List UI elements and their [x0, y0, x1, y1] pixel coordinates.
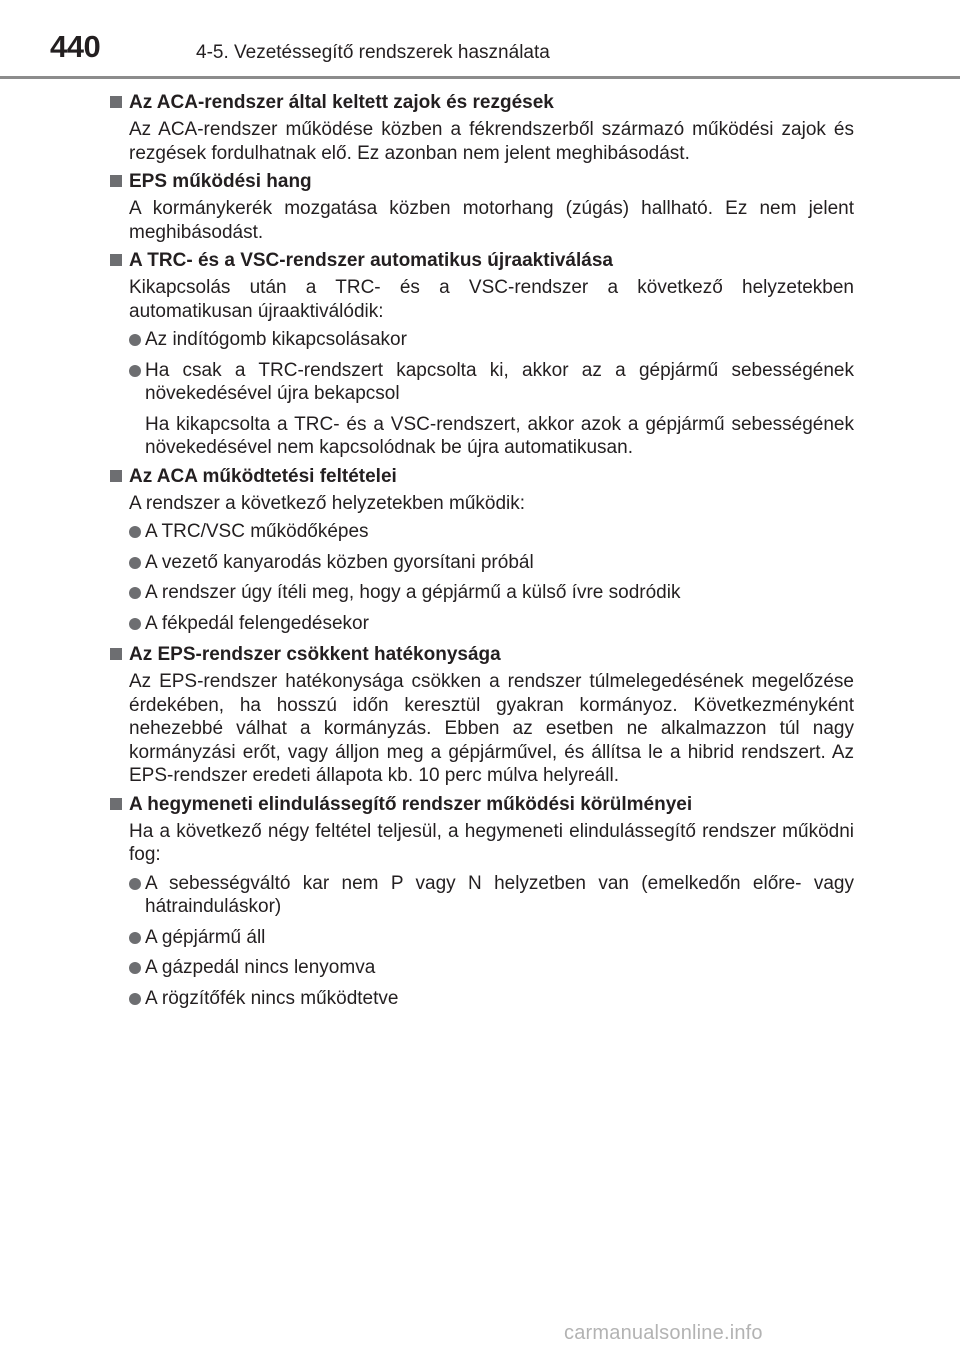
section-heading — [106, 792, 854, 817]
list-item-text: A rendszer úgy ítéli meg, hogy a gépjármű a külső ívre sodródik — [145, 582, 681, 603]
section-eps-sound — [106, 169, 854, 244]
section-heading — [106, 464, 854, 489]
circle-bullet-icon — [129, 618, 141, 630]
circle-bullet-icon — [129, 993, 141, 1005]
list-item-text: A rögzítőfék nincs működtetve — [145, 987, 399, 1009]
section-aca-conditions — [106, 464, 854, 636]
list-item-text: A sebességváltó kar nem P vagy N helyzetben van (emelkedőn előre- vagy hátrainduláskor) — [145, 872, 854, 917]
circle-bullet-icon — [129, 365, 141, 377]
chapter-title: 4-5. Vezetéssegítő rendszerek használata — [196, 42, 550, 63]
section-trc-vsc-reactivation — [106, 248, 854, 460]
section-heading-text: Az EPS-rendszer csökkent hatékonysága — [129, 644, 501, 665]
square-bullet-icon — [110, 470, 122, 482]
square-bullet-icon — [110, 254, 122, 266]
list-item-text: A gépjármű áll — [145, 926, 266, 948]
list-item — [106, 520, 854, 544]
list-item — [106, 328, 854, 352]
section-heading — [106, 248, 854, 273]
list-item — [106, 359, 854, 406]
list-item-text: A fékpedál felengedésekor — [145, 612, 369, 634]
circle-bullet-icon — [129, 962, 141, 974]
section-eps-reduced-efficiency — [106, 642, 854, 788]
list-item — [106, 612, 854, 636]
list-item-text: A gázpedál nincs lenyomva — [145, 957, 376, 978]
square-bullet-icon — [110, 96, 122, 108]
square-bullet-icon — [110, 648, 122, 660]
section-heading-text: EPS működési hang — [129, 171, 312, 192]
section-paragraph: A rendszer a következő helyzetekben működik: — [129, 492, 526, 514]
header-divider — [0, 76, 960, 79]
section-heading-text: Az ACA-rendszer által keltett zajok és rezgések — [129, 92, 554, 113]
square-bullet-icon — [110, 175, 122, 187]
circle-bullet-icon — [129, 526, 141, 538]
list-item-text: A vezető kanyarodás közben gyorsítani próbál — [145, 551, 534, 573]
list-item-text: Az indítógomb kikapcsolásakor — [145, 329, 407, 350]
list-item-text: Ha csak a TRC-rendszert kapcsolta ki, akkor az a gépjármű sebességének növekedésével újra bekapcsol — [145, 359, 854, 404]
circle-bullet-icon — [129, 878, 141, 890]
section-heading — [106, 169, 854, 194]
section-heading — [106, 90, 854, 115]
section-paragraph: A kormánykerék mozgatása közben motorhang (zúgás) hallható. Ez nem jelent meghibásodást. — [129, 198, 854, 243]
section-aca-noise — [106, 90, 854, 165]
section-heading-text: A hegymeneti elindulássegítő rendszer működési körülményei — [129, 793, 693, 815]
section-heading-text: A TRC- és a VSC-rendszer automatikus újraaktiválása — [129, 250, 613, 271]
circle-bullet-icon — [129, 932, 141, 944]
section-paragraph: Ha a következő négy feltétel teljesül, a hegymeneti elindulássegítő rendszer működni fog: — [129, 820, 854, 865]
section-paragraph: Az ACA-rendszer működése közben a fékrendszerből származó működési zajok és rezgések fordulhatnak elő. Ez azonban nem jelent meghibásodást. — [129, 119, 854, 164]
list-item — [106, 926, 854, 950]
square-bullet-icon — [110, 798, 122, 810]
page-header — [0, 0, 960, 80]
site-watermark: carmanualsonline.info — [564, 1322, 763, 1344]
section-hill-start-assist — [106, 792, 854, 1011]
section-heading — [106, 642, 854, 667]
note-paragraph: Ha kikapcsolta a TRC- és a VSC-rendszert, akkor azok a gépjármű sebességének növekedésével nem kapcsolódnak be újra automatikusan. — [145, 413, 854, 458]
section-paragraph: Az EPS-rendszer hatékonysága csökken a rendszer túlmelegedésének megelőzése érdekében, ha hosszú időn keresztül gyakran kormányoz. Következményként nehezebbé válhat a kormányzás. Ebben az esetben ne alkalmazzon túl nagy kormányzási erőt, vagy álljon meg a gépjárművel, és állítsa le a hibrid rendszert. Az EPS-rendszer eredeti állapota kb. 10 perc múlva helyreáll. — [129, 671, 854, 786]
section-paragraph: Kikapcsolás után a TRC- és a VSC-rendszer a következő helyzetekben automatikusan újraaktiválódik: — [129, 277, 854, 322]
list-item — [106, 551, 854, 575]
list-item — [106, 956, 854, 980]
list-item — [106, 872, 854, 919]
list-item — [106, 987, 854, 1011]
list-item-text: A TRC/VSC működőképes — [145, 521, 369, 542]
page-number: 440 — [50, 29, 101, 64]
circle-bullet-icon — [129, 587, 141, 599]
list-item — [106, 581, 854, 605]
circle-bullet-icon — [129, 334, 141, 346]
page-content — [106, 90, 854, 1017]
circle-bullet-icon — [129, 557, 141, 569]
section-heading-text: Az ACA működtetési feltételei — [129, 465, 397, 487]
